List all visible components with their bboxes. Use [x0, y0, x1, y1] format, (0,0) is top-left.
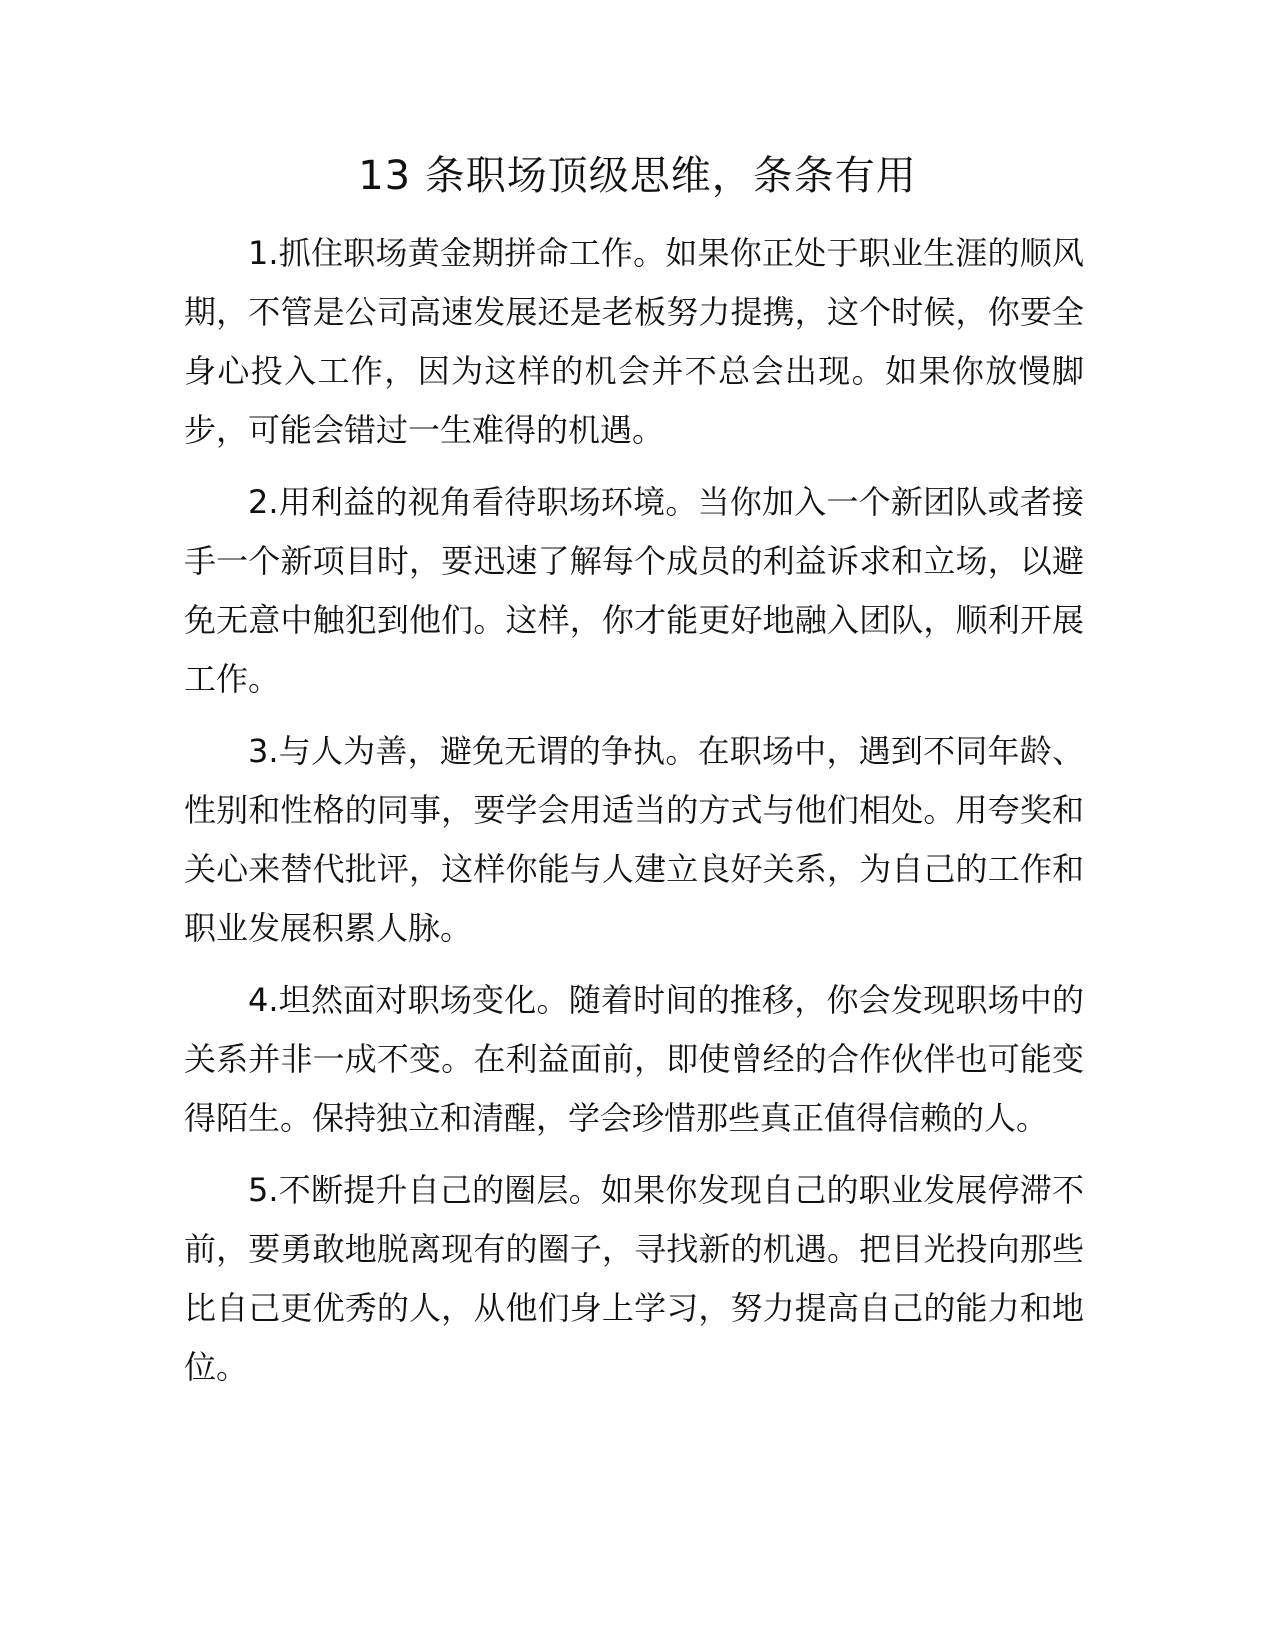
paragraph-5: 5.不断提升自己的圈层。如果你发现自己的职业发展停滞不前，要勇敢地脱离现有的圈子，寻找新的机遇。把目光投向那些比自己更优秀的人，从他们身上学习，努力提高自己的能力和地位。 [184, 1171, 1084, 1386]
document-title: 13 条职场顶级思维，条条有用 [358, 153, 917, 199]
paragraph-4: 4.坦然面对职场变化。随着时间的推移，你会发现职场中的关系并非一成不变。在利益面前，即使曾经的合作伙伴也可能变得陌生。保持独立和清醒，学会珍惜那些真正值得信赖的人。 [184, 981, 1084, 1137]
paragraph-2: 2.用利益的视角看待职场环境。当你加入一个新团队或者接手一个新项目时，要迅速了解每个成员的利益诉求和立场，以避免无意中触犯到他们。这样，你才能更好地融入团队，顺利开展工作。 [184, 483, 1084, 698]
document-body [184, 224, 1084, 1410]
paragraph-3: 3.与人为善，避免无谓的争执。在职场中，遇到不同年龄、性别和性格的同事，要学会用适当的方式与他们相处。用夸奖和关心来替代批评，这样你能与人建立良好关系，为自己的工作和职业发展积累人脉。 [184, 732, 1084, 947]
paragraph-1: 1.抓住职场黄金期拼命工作。如果你正处于职业生涯的顺风期，不管是公司高速发展还是老板努力提携，这个时候，你要全身心投入工作，因为这样的机会并不总会出现。如果你放慢脚步，可能会错过一生难得的机遇。 [184, 234, 1084, 449]
